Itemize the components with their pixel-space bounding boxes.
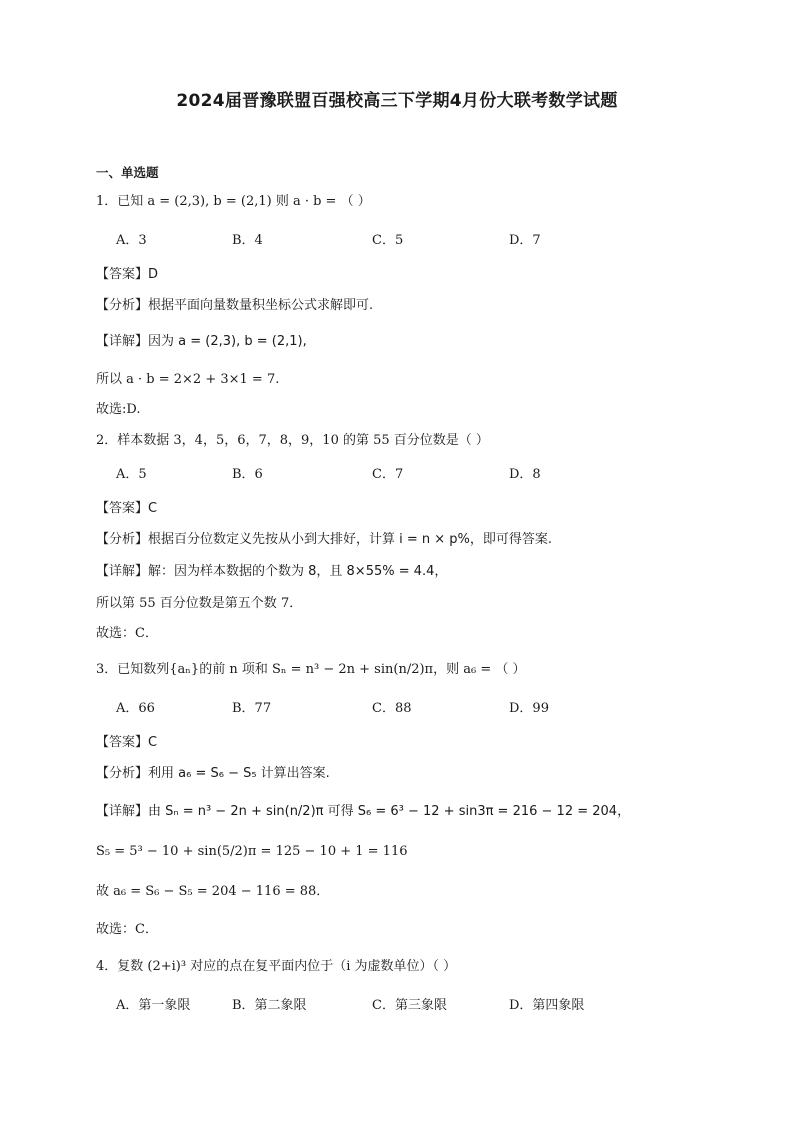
question-1-conclusion: 故选:D. — [96, 402, 141, 417]
option-b: B．4 — [232, 233, 263, 248]
question-2-analysis: 【分析】根据百分位数定义先按从小到大排好，计算 i = n × p%，即可得答案. — [96, 532, 553, 547]
option-a: A．5 — [116, 467, 147, 482]
question-1-answer: 【答案】D — [96, 267, 159, 282]
question-3-detail: 【详解】由 Sₙ = n³ − 2n + sin(n/2)π 可得 S₆ = 6³ − 12 + sin3π = 216 − 12 = 204， — [96, 804, 631, 819]
question-3-detail-2: S₅ = 5³ − 10 + sin(5/2)π = 125 − 10 + 1 = 116 — [96, 844, 408, 859]
option-b: B．6 — [232, 467, 263, 482]
question-2-answer: 【答案】C — [96, 501, 158, 516]
option-b: B．第二象限 — [232, 998, 307, 1013]
option-d: D．99 — [509, 701, 549, 716]
option-c: C．7 — [372, 467, 404, 482]
option-c: C．88 — [372, 701, 412, 716]
option-c: C．5 — [372, 233, 404, 248]
option-d: D．8 — [509, 467, 541, 482]
question-3-stem: 3．已知数列{aₙ}的前 n 项和 Sₙ = n³ − 2n + sin(n/2)π，则 a₆ = （ ） — [96, 662, 526, 677]
question-2-detail: 【详解】解：因为样本数据的个数为 8，且 8×55% = 4.4， — [96, 564, 448, 579]
option-d: D．第四象限 — [509, 998, 585, 1013]
option-b: B．77 — [232, 701, 272, 716]
question-1-stem: 1．已知 a = (2,3), b = (2,1) 则 a · b = （ ） — [96, 194, 371, 209]
question-1-analysis: 【分析】根据平面向量数量积坐标公式求解即可. — [96, 298, 374, 313]
question-2-detail-2: 所以第 55 百分位数是第五个数 7． — [96, 596, 303, 611]
question-3-answer: 【答案】C — [96, 735, 158, 750]
option-c: C．第三象限 — [372, 998, 447, 1013]
page-title: 2024届晋豫联盟百强校高三下学期4月份大联考数学试题 — [176, 91, 618, 111]
option-a: A．66 — [116, 701, 155, 716]
question-2-conclusion: 故选：C． — [96, 626, 158, 641]
question-4-stem: 4．复数 (2+i)³ 对应的点在复平面内位于（i 为虚数单位）（ ） — [96, 959, 457, 974]
question-3-detail-3: 故 a₆ = S₆ − S₅ = 204 − 116 = 88． — [96, 884, 330, 899]
question-1-detail: 【详解】因为 a = (2,3), b = (2,1), — [96, 334, 307, 349]
section-heading: 一、单选题 — [96, 165, 159, 180]
question-3-conclusion: 故选：C． — [96, 922, 158, 937]
question-1-detail-2: 所以 a · b = 2×2 + 3×1 = 7. — [96, 372, 280, 387]
option-d: D．7 — [509, 233, 541, 248]
question-3-analysis: 【分析】利用 a₆ = S₆ − S₅ 计算出答案. — [96, 766, 330, 781]
question-2-stem: 2．样本数据 3，4，5，6，7，8，9，10 的第 55 百分位数是（ ） — [96, 433, 489, 448]
option-a: A．3 — [116, 233, 147, 248]
option-a: A．第一象限 — [116, 998, 191, 1013]
